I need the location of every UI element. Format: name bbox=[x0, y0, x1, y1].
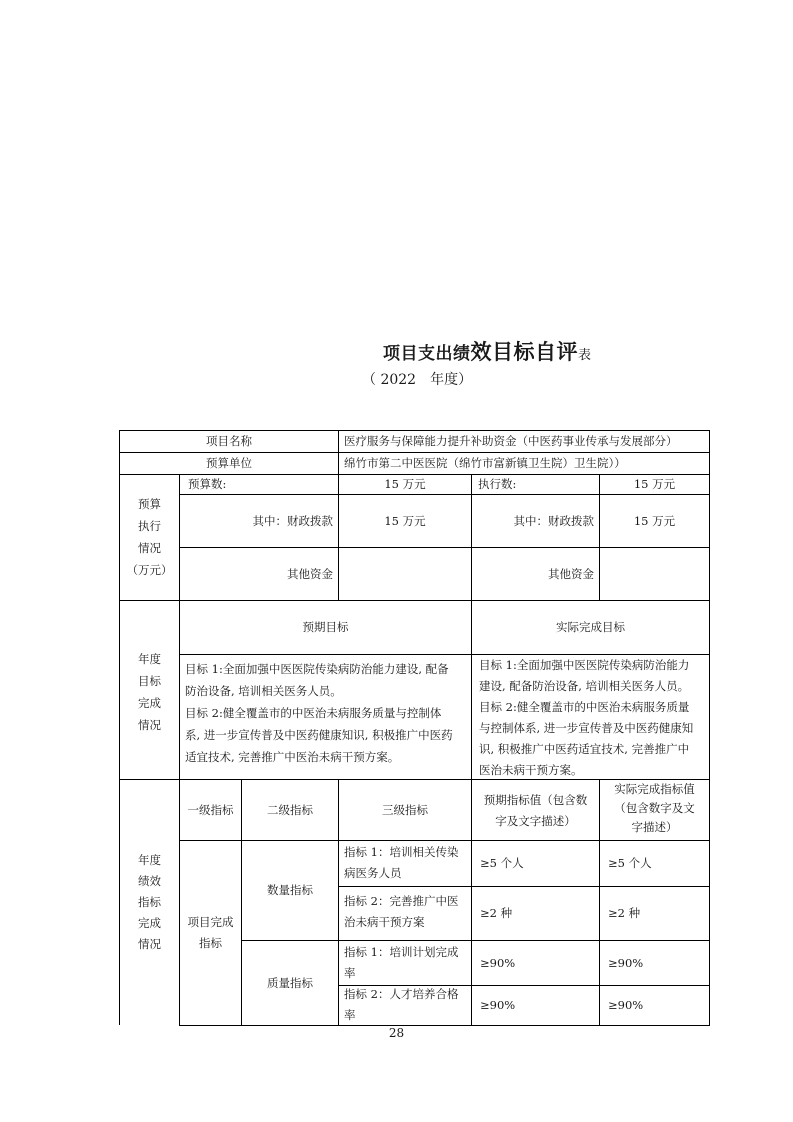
page-title: 项目支出绩效目标自评表 bbox=[383, 339, 592, 364]
header-expected-value: 预期指标值（包含数 字及文字描述） bbox=[483, 793, 588, 828]
budget-unit-label: 预算单位 bbox=[206, 456, 252, 470]
actual-goal-text: 目标 1:全面加强中医医院传染病防治能力 建设, 配备防治设备, 培训相关医务人员。 目标 2:健全覆盖市的中医治未病服务质量 与控制体系, 进一步宣传普及中医药健康知 识, 积极推广中医药适宜技术, 完善推广中 医治未病干预方案。 bbox=[479, 658, 694, 777]
quality-indicator-label: 质量指标 bbox=[267, 975, 313, 990]
budget-unit-value: 绵竹市第二中医医院（绵竹市富新镇卫生院）卫生院）） bbox=[344, 456, 626, 470]
indicator-section-label: 年度 绩效 指标 完成 情况 bbox=[138, 853, 161, 951]
budget-amount-label: 预算数: bbox=[188, 477, 227, 491]
indicator-row-2-actual: ≥2 种 bbox=[608, 906, 641, 920]
fiscal-allocation-exec: 15 万元 bbox=[633, 513, 676, 528]
expected-goal-text: 目标 1:全面加强中医医院传染病防治能力建设, 配备 防治设备, 培训相关医务人员。 目标 2:健全覆盖市的中医治未病服务质量与控制体 系, 进一步宣传普及中医药健康知识, 积极推广中医药 适宜技术, 完善推广中医治未病干预方案。 bbox=[185, 662, 453, 764]
exec-amount-label: 执行数: bbox=[478, 477, 517, 491]
indicator-row-2-name: 指标 2：完善推广中医 治未病干预方案 bbox=[344, 894, 459, 929]
indicator-row-4-name: 指标 2：人才培养合格 率 bbox=[344, 987, 459, 1022]
exec-amount-value: 15 万元 bbox=[633, 477, 676, 491]
annual-goal-section-label: 年度 目标 完成 情况 bbox=[138, 652, 161, 732]
indicator-row-3-actual: ≥90% bbox=[608, 955, 644, 970]
project-name-label: 项目名称 bbox=[206, 434, 252, 448]
page-subtitle: （ 2022 年度） bbox=[362, 372, 473, 388]
budget-amount-value: 15 万元 bbox=[384, 477, 426, 491]
indicator-row-4-actual: ≥90% bbox=[608, 998, 644, 1012]
project-name-value: 医疗服务与保障能力提升补助资金（中医药事业传承与发展部分） bbox=[344, 434, 678, 448]
header-level3: 三级指标 bbox=[382, 802, 428, 817]
indicator-row-2-expected: ≥2 种 bbox=[480, 906, 513, 920]
page-number: 28 bbox=[388, 1026, 405, 1040]
header-level2: 二级指标 bbox=[267, 802, 313, 817]
actual-goal-header: 实际完成目标 bbox=[556, 620, 625, 634]
expected-goal-header: 预期目标 bbox=[302, 620, 349, 634]
other-funds-label: 其他资金 bbox=[287, 566, 333, 581]
fiscal-allocation-budget: 15 万元 bbox=[384, 513, 426, 528]
fiscal-allocation-label: 其中：财政拨款 bbox=[252, 513, 333, 528]
other-funds-exec-label: 其他资金 bbox=[548, 566, 594, 581]
fiscal-allocation-exec-label: 其中：财政拨款 bbox=[513, 513, 594, 528]
header-level1: 一级指标 bbox=[187, 802, 234, 817]
indicator-row-4-expected: ≥90% bbox=[480, 998, 516, 1012]
indicator-row-3-expected: ≥90% bbox=[480, 955, 516, 970]
level1-project-completion: 项目完成 指标 bbox=[187, 915, 234, 950]
indicator-row-1-name: 指标 1：培训相关传染 病医务人员 bbox=[344, 845, 459, 880]
indicator-row-1-actual: ≥5 个人 bbox=[608, 856, 652, 870]
budget-section-label: 预算 执行 情况 （万元） bbox=[126, 497, 173, 577]
indicator-row-1-expected: ≥5 个人 bbox=[480, 856, 524, 870]
indicator-row-3-name: 指标 1：培训计划完成 率 bbox=[344, 945, 459, 980]
header-actual-value: 实际完成指标值 （包含数字及文 字描述） bbox=[614, 782, 695, 834]
quantity-indicator-label: 数量指标 bbox=[267, 883, 313, 897]
